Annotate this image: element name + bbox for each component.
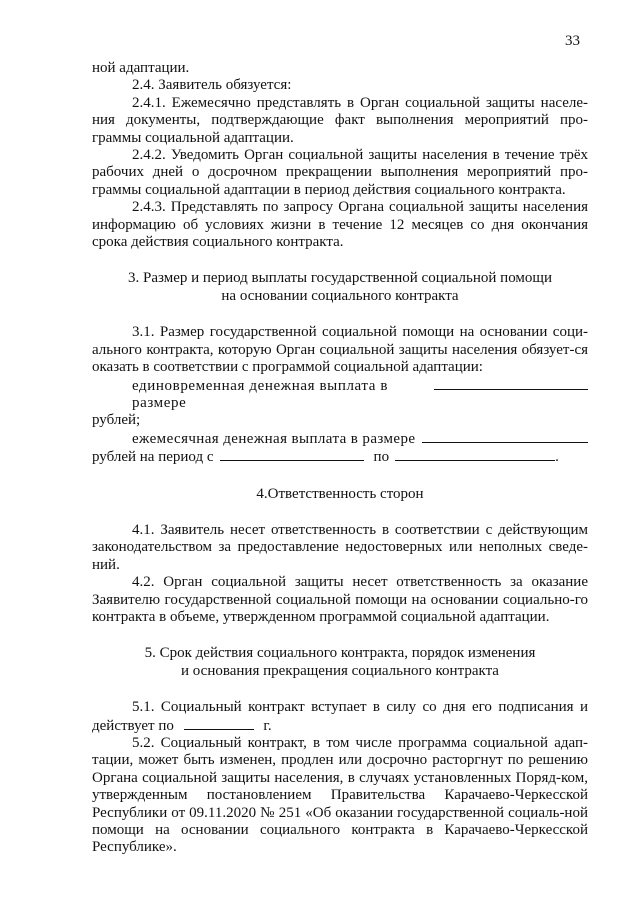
period-end-dot: . (555, 449, 559, 466)
paragraph-2-4-3: 2.4.3. Представлять по запросу Органа социальной защиты населения информацию об условиях жизни в течение 12 месяцев со дня окончания срока действия социального контракта. (92, 199, 588, 251)
section-4-heading: 4.Ответственность сторон (256, 485, 424, 502)
payment-period-label: рублей на период с (92, 449, 214, 466)
section-3-heading-line1: 3. Размер и период выплаты государственной социальной помощи (128, 270, 552, 287)
one-time-payment-label: единовременная денежная выплата в размере (132, 377, 389, 411)
paragraph-2-4: 2.4. Заявитель обязуется: (132, 77, 292, 94)
period-end-blank (395, 448, 555, 461)
payment-period-row (92, 448, 588, 466)
section-5-heading-line1: 5. Срок действия социального контракта, порядок изменения (144, 645, 536, 662)
paragraph-5-1 (92, 699, 588, 735)
contract-end-date-blank (184, 717, 254, 730)
section-3-heading-line2: на основании социального контракта (221, 287, 459, 304)
page-number: 33 (565, 33, 580, 49)
paragraph-5-2: 5.2. Социальный контракт, в том числе программа социальной адап-тации, может быть изменен, продлен или досрочно расторгнут по решению Органа социальной защиты населения, в случаях установленных Поряд-ком, утвержденным постановлением Правительства Карачаево-Черкесской Республики от 09.11.2020 № 251 «Об оказании государственной социаль-ной помощи на основании социального контракта в Карачаево-Черкесской Республике». (92, 735, 588, 856)
document-body (92, 60, 588, 857)
monthly-amount-blank (422, 430, 588, 443)
paragraph-2-4-2: 2.4.2. Уведомить Орган социальной защиты населения в течение трёх рабочих дней о досрочном прекращении выполнения мероприятий про-граммы социальной адаптации в период действия социального контракта. (92, 147, 588, 198)
paragraph-3-1: 3.1. Размер государственной социальной помощи на основании соци-ального контракта, которую Орган социальной защиты населения обязует-ся оказать в соответствии с программой социальной адаптации: (92, 324, 588, 376)
section-5-heading-line2: и основания прекращения социального контракта (181, 662, 499, 679)
one-time-payment-currency: рублей; (92, 412, 141, 429)
paragraph-4-1: 4.1. Заявитель несет ответственность в соответствии с действующим законодательством за предоставление недостоверных или неполных сведе-ний. (92, 521, 588, 573)
paragraph-5-1-year: г. (263, 717, 272, 734)
monthly-payment-label: ежемесячная денежная выплата в размере (132, 430, 416, 447)
monthly-payment-row (92, 430, 588, 448)
paragraph-4-2: 4.2. Орган социальной защиты несет ответственность за оказание Заявителю государственной социальной помощи на основании социально-го контракта в объеме, утвержденном программой социальной адаптации. (92, 574, 588, 625)
period-to-label: по (373, 449, 390, 466)
one-time-payment-row (92, 377, 588, 413)
one-time-amount-blank (434, 377, 588, 390)
period-start-blank (220, 448, 364, 461)
paragraph-2-4-1: 2.4.1. Ежемесячно представлять в Орган социальной защиты населе-ния документы, подтверждающие факт выполнения мероприятий про-граммы социальной адаптации. (92, 94, 588, 146)
paragraph-continuation: ной адаптации. (92, 60, 190, 76)
paragraph-5-1-text: 5.1. Социальный контракт вступает в силу со дня его подписания и действует по (92, 699, 588, 734)
